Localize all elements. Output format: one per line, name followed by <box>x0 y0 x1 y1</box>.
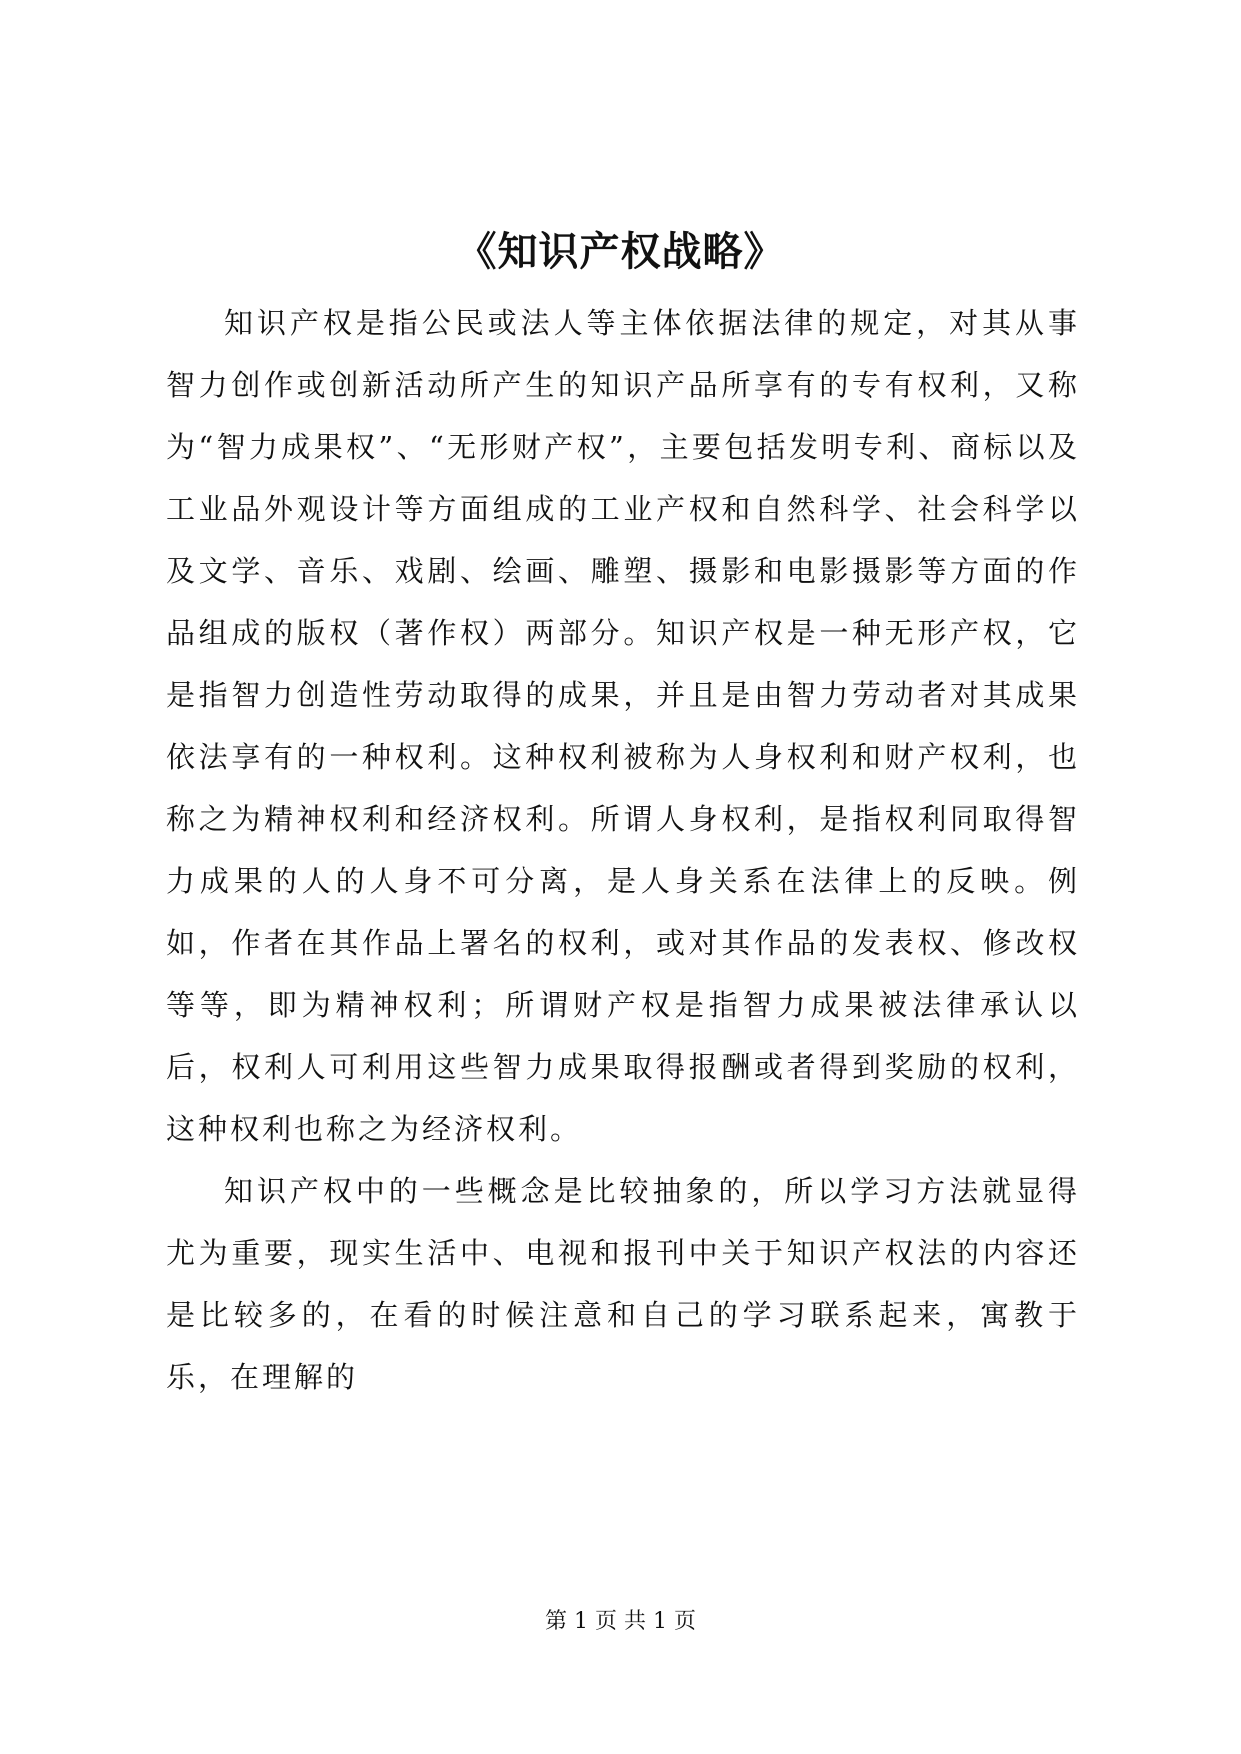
page-footer: 第 1 页 共 1 页 <box>545 1609 696 1634</box>
document-body <box>166 292 1080 1408</box>
document-title: 《知识产权战略》 <box>456 228 785 275</box>
paragraph-2: 知识产权中的一些概念是比较抽象的，所以学习方法就显得尤为重要，现实生活中、电视和报刊中关于知识产权法的内容还是比较多的，在看的时候注意和自己的学习联系起来，寓教于乐，在理解的 <box>166 1174 1080 1394</box>
paragraph-1: 知识产权是指公民或法人等主体依据法律的规定，对其从事智力创作或创新活动所产生的知识产品所享有的专有权利，又称为“智力成果权”、“无形财产权”，主要包括发明专利、商标以及工业品外观设计等方面组成的工业产权和自然科学、社会科学以及文学、音乐、戏剧、绘画、雕塑、摄影和电影摄影等方面的作品组成的版权（著作权）两部分。知识产权是一种无形产权，它是指智力创造性劳动取得的成果，并且是由智力劳动者对其成果依法享有的一种权利。这种权利被称为人身权利和财产权利，也称之为精神权利和经济权利。所谓人身权利，是指权利同取得智力成果的人的人身不可分离，是人身关系在法律上的反映。例如，作者在其作品上署名的权利，或对其作品的发表权、修改权等等，即为精神权利；所谓财产权是指智力成果被法律承认以后，权利人可利用这些智力成果取得报酬或者得到奖励的权利，这种权利也称之为经济权利。 <box>166 306 1080 1146</box>
